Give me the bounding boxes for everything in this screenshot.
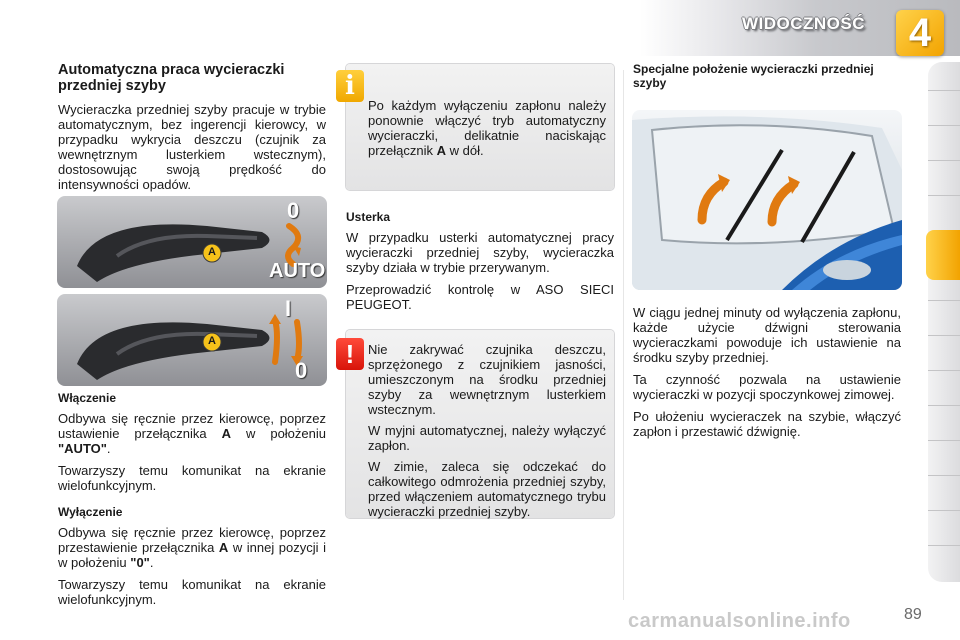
fault-paragraph: W przypadku usterki automatycznej pracy wycieraczki przedniej szyby, wycieraczka szyby działa w trybie przerywanym. xyxy=(346,230,614,275)
off-text: . xyxy=(149,555,154,570)
position-one-label: I xyxy=(285,296,292,321)
windscreen-photo xyxy=(632,110,902,290)
auto-value: "AUTO" xyxy=(58,441,107,456)
stalk-letter-a: A xyxy=(208,246,216,258)
stalk-auto-illustration xyxy=(57,196,327,288)
tab-divider xyxy=(928,510,960,511)
tab-divider xyxy=(928,90,960,91)
switch-letter: A xyxy=(436,143,447,158)
position-zero-label: 0 xyxy=(295,358,308,383)
tab-divider xyxy=(928,475,960,476)
warning-note xyxy=(346,330,614,518)
stalk-off-illustration xyxy=(57,294,327,386)
tab-divider xyxy=(928,335,960,336)
tab-divider xyxy=(928,160,960,161)
page-number: 89 xyxy=(904,606,922,623)
tab-divider xyxy=(928,405,960,406)
info-text: w dół. xyxy=(449,143,484,158)
section-title: Automatyczna praca wycieraczki przedniej szyby xyxy=(58,62,285,94)
info-icon: i xyxy=(336,70,364,102)
info-text: Po każdym wyłączeniu zapłonu należy ponownie włączyć tryb automatyczny wycieraczki, delikatnie naciskając przełącznik xyxy=(368,98,606,158)
warning-paragraph: Nie zakrywać czujnika deszczu, sprzężonego z czujnikiem jasności, umieszczonym na środku przedniej szyby za wewnętrznym lusterkiem wstecznym. xyxy=(368,342,606,417)
warning-paragraph: W zimie, zaleca się odczekać do całkowitego odmrożenia przedniej szyby, przed włączeniem automatycznego trybu wycieraczki przedniej szyby. xyxy=(368,459,606,519)
right-paragraph: W ciągu jednej minuty od wyłączenia zapłonu, każde użycie dźwigni sterowania wycieraczkami powoduje ich ustawienie na środku szyby przedniej. xyxy=(633,305,901,365)
zero-value: "0" xyxy=(130,555,150,570)
chapter-number: 4 xyxy=(896,10,944,56)
warning-icon: ! xyxy=(336,338,364,370)
tab-divider xyxy=(928,300,960,301)
tab-divider xyxy=(928,125,960,126)
left-column xyxy=(58,62,326,199)
position-zero-label: 0 xyxy=(287,198,300,223)
service-paragraph: Przeprowadzić kontrolę w ASO SIECI PEUGEOT. xyxy=(346,282,614,312)
on-paragraph xyxy=(58,411,326,456)
off-paragraph xyxy=(58,525,326,570)
on-title: Włączenie xyxy=(58,391,117,405)
column-divider xyxy=(623,70,624,600)
position-auto-label: AUTO xyxy=(269,260,326,282)
fault-title: Usterka xyxy=(346,210,391,224)
off-text: Odbywa się ręcznie przez kierowcę, poprzez przestawienie przełącznika xyxy=(58,525,326,555)
right-paragraph: Ta czynność pozwala na ustawienie wycieraczki w pozycji spoczynkowej zimowej. xyxy=(633,372,901,402)
chapter-tab-active[interactable] xyxy=(926,230,960,280)
off-text: w innej pozycji i w położeniu xyxy=(58,540,326,570)
on-text: . xyxy=(106,441,111,456)
info-note xyxy=(346,64,614,190)
tab-divider xyxy=(928,195,960,196)
tab-divider xyxy=(928,545,960,546)
switch-letter: A xyxy=(218,540,229,555)
warning-note-text xyxy=(368,342,606,525)
on-text: Odbywa się ręcznie przez kierowcę, poprzez ustawienie przełącznika xyxy=(58,411,326,441)
right-column-title xyxy=(633,62,901,96)
switch-letter: A xyxy=(221,426,232,441)
left-column-lower xyxy=(58,391,326,614)
off-title: Wyłączenie xyxy=(58,505,123,519)
info-note-text xyxy=(368,98,606,164)
tab-divider xyxy=(928,370,960,371)
special-position-title: Specjalne położenie wycieraczki przedniej szyby xyxy=(633,62,874,90)
right-paragraph: Po ułożeniu wycieraczek na szybie, włączyć zapłon i przestawić dźwignię. xyxy=(633,409,901,439)
chapter-tab-strip xyxy=(928,62,960,582)
on-message: Towarzyszy temu komunikat na ekranie wielofunkcyjnym. xyxy=(58,463,326,493)
fault-section xyxy=(346,210,614,319)
intro-paragraph: Wycieraczka przedniej szyby pracuje w trybie automatycznym, bez ingerencji kierowcy, w przypadku wykrycia deszczu (czujnik za wewnętrznym lusterkiem wstecznym), dostosowując swoją prędkość do intensywności opadów. xyxy=(58,102,326,192)
stalk-letter-a: A xyxy=(208,335,216,347)
tab-divider xyxy=(928,440,960,441)
chapter-title: WIDOCZNOŚĆ xyxy=(741,14,865,33)
on-text: w położeniu xyxy=(245,426,326,441)
right-column-text xyxy=(633,305,901,446)
off-message: Towarzyszy temu komunikat na ekranie wielofunkcyjnym. xyxy=(58,577,326,607)
watermark: carmanualsonline.info xyxy=(628,610,851,632)
windscreen-wipers-icon xyxy=(632,110,902,290)
warning-paragraph: W myjni automatycznej, należy wyłączyć zapłon. xyxy=(368,423,606,453)
